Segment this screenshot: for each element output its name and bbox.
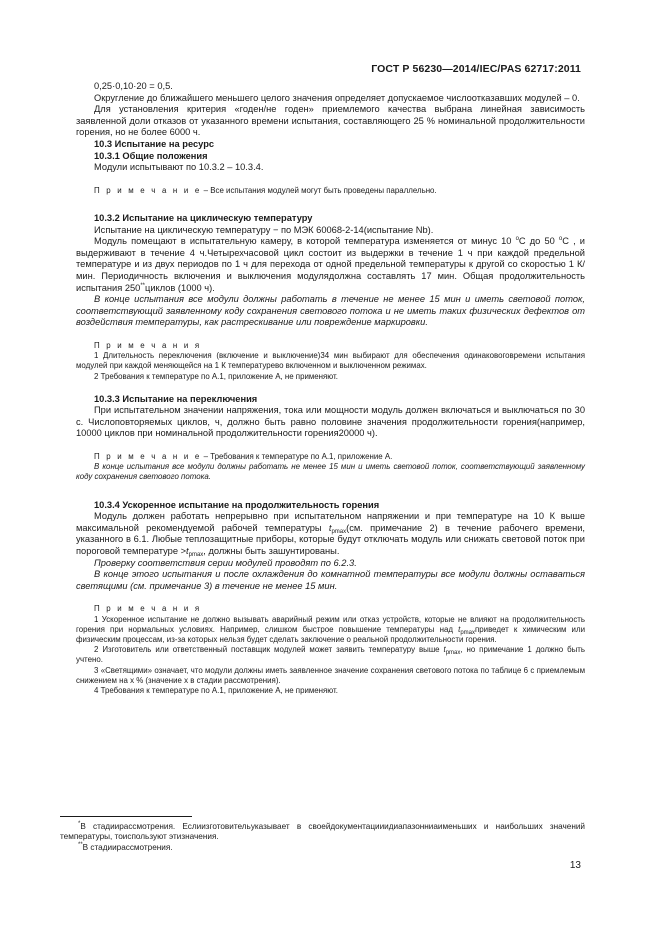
paragraph: Модули испытывают по 10.3.2 – 10.3.4. — [94, 162, 264, 173]
footnote: *В стадиирассмотрения. Еслиизготовительуказывает в своейдокументацииидиапазонниаименьших и наибольших значений температуры, тоиспользуют этизначения. — [60, 821, 585, 842]
notes-label: П р и м е ч а н и я — [94, 340, 202, 350]
page-content — [76, 81, 585, 696]
document-header: ГОСТ Р 56230—2014/IEC/PAS 62717:2011 — [371, 63, 581, 75]
note-item: 1 Длительность переключения (включение и выключение)34 мин выбирают для обеспечения одинаковоговремени испытания модулей при каждой меняющейся на 1 К температурево включенном и выключенном режимах. — [76, 351, 585, 371]
paragraph: В конце этого испытания и после охлаждения до комнатной температуры все модули должны оставаться светящими (см. примечание 3) в течение не менее 15 мин. — [76, 569, 585, 591]
subsection-heading: 10.3.3 Испытание на переключения — [94, 393, 258, 404]
note-text: – Все испытания модулей могут быть проведены параллельно. — [201, 185, 437, 195]
section-heading: 10.3 Испытание на ресурс — [94, 138, 215, 149]
note: П р и м е ч а н и е – Требования к температуре по А.1, приложение А. — [94, 452, 393, 462]
formula-line: 0,25·0,10·20 = 0,5. — [94, 81, 173, 91]
notes-label: П р и м е ч а н и я — [94, 604, 202, 614]
note-item: 2 Требования к температуре по А.1, приложение А, не применяют. — [94, 371, 338, 381]
note-label: П р и м е ч а н и е — [94, 185, 202, 195]
note-item: 3 «Светящими» означает, что модули должны иметь заявленное значение сохранения светового потока по таблице 6 с приемлемым снижением на х % (значение х в стадии рассмотрения). — [76, 665, 585, 685]
paragraph: Для установления критерия «годен/не годен» приемлемого качества выбрана линейная зависимость заявленной доли отказов от указанного времени испытания, составляющего 25 % номинальной продолжительности горения, но не более 6000 ч. — [76, 104, 585, 138]
page-number: 13 — [569, 860, 581, 871]
subsection-heading: 10.3.4 Ускоренное испытание на продолжительность горения — [94, 499, 380, 510]
paragraph: В конце испытания все модули должны работать в течение не менее 15 мин и иметь световой поток, соответствующий заявленному коду сохранения светового потока и не иметь таких физических дефектов от воздействия температуры, как растрескивание или повреждение маркировки. — [76, 294, 585, 328]
footnotes — [60, 822, 585, 853]
subsection-heading: 10.3.1 Общие положения — [94, 150, 208, 161]
paragraph: Округление до ближайшего меньшего целого значения определяет допускаемое числоотказавших модулей – 0. — [94, 92, 580, 103]
note-italic: В конце испытания все модули должны работать не менее 15 мин и иметь световой поток, соответствующий заявленному коду сохранения светового потока. — [76, 462, 585, 482]
paragraph: Модуль помещают в испытательную камеру, в которой температура изменяется от минус 10 $^o$С до 50 $^o$С , и выдерживают в течение 4 ч.Четырехчасовой цикл состоит из выдержки в течение 1 ч при каждой предельной температуре и из двух периодов по 1 ч для перехода от одной предельной температуры к другой со скоростью 1 К/мин. Периодичность включения и выключения модулядолжна составлять 17 мин. Общая продолжительность испытания 250**циклов (1000 ч). — [76, 236, 585, 293]
paragraph: При испытательном значении напряжения, тока или мощности модуль должен включаться и выключаться по 30 с. Числоповторяемых циклов, ч, должно быть равно половине значения продолжительности горения(например, 10000 циклов при номинальной продолжительности горения20000 ч). — [76, 405, 585, 439]
note-item: 2 Изготовитель или ответственный поставщик модулей может заявить температуру выше $t_{pmax}$, но примечание 1 должно быть учтено. — [76, 645, 585, 665]
paragraph: Проверку соответствия серии модулей проводят по 6.2.3. — [94, 557, 357, 568]
note-item: 4 Требования к температуре по А.1, приложение А, не применяют. — [94, 686, 338, 696]
footnote-divider — [60, 816, 192, 817]
paragraph: Модуль должен работать непрерывно при испытательном напряжении и при температуре на 10 К выше максимальной рекомендуемой рабочей температуры $t_{pmax}(см$. примечание 2) в течение рабочего времени, указанного в 6.1. Любые теплозащитные приборы, которые будут отключать модуль или снижать световой поток при пороговой температуре $>t_{pmax}$, должны быть зашунтированы. — [76, 511, 585, 559]
note — [76, 186, 585, 196]
note-item: 1 Ускоренное испытание не должно вызывать аварийный режим или отказ устройств, которые не влияют на продолжительность горения при нормальных условиях. Например, слишком быстрое повышение температуры над $t_{pmax}приведет$ к химическим или физическим процессам, из-за которых нельзя будет сделать заключение о реальной продолжительности горения. — [76, 614, 585, 645]
footnote: **В стадиирассмотрения. — [78, 841, 173, 852]
paragraph: Испытание на циклическую температуру − по МЭК 60068-2-14(испытание Nb). — [94, 224, 434, 235]
subsection-heading: 10.3.2 Испытание на циклическую температуру — [94, 212, 313, 223]
